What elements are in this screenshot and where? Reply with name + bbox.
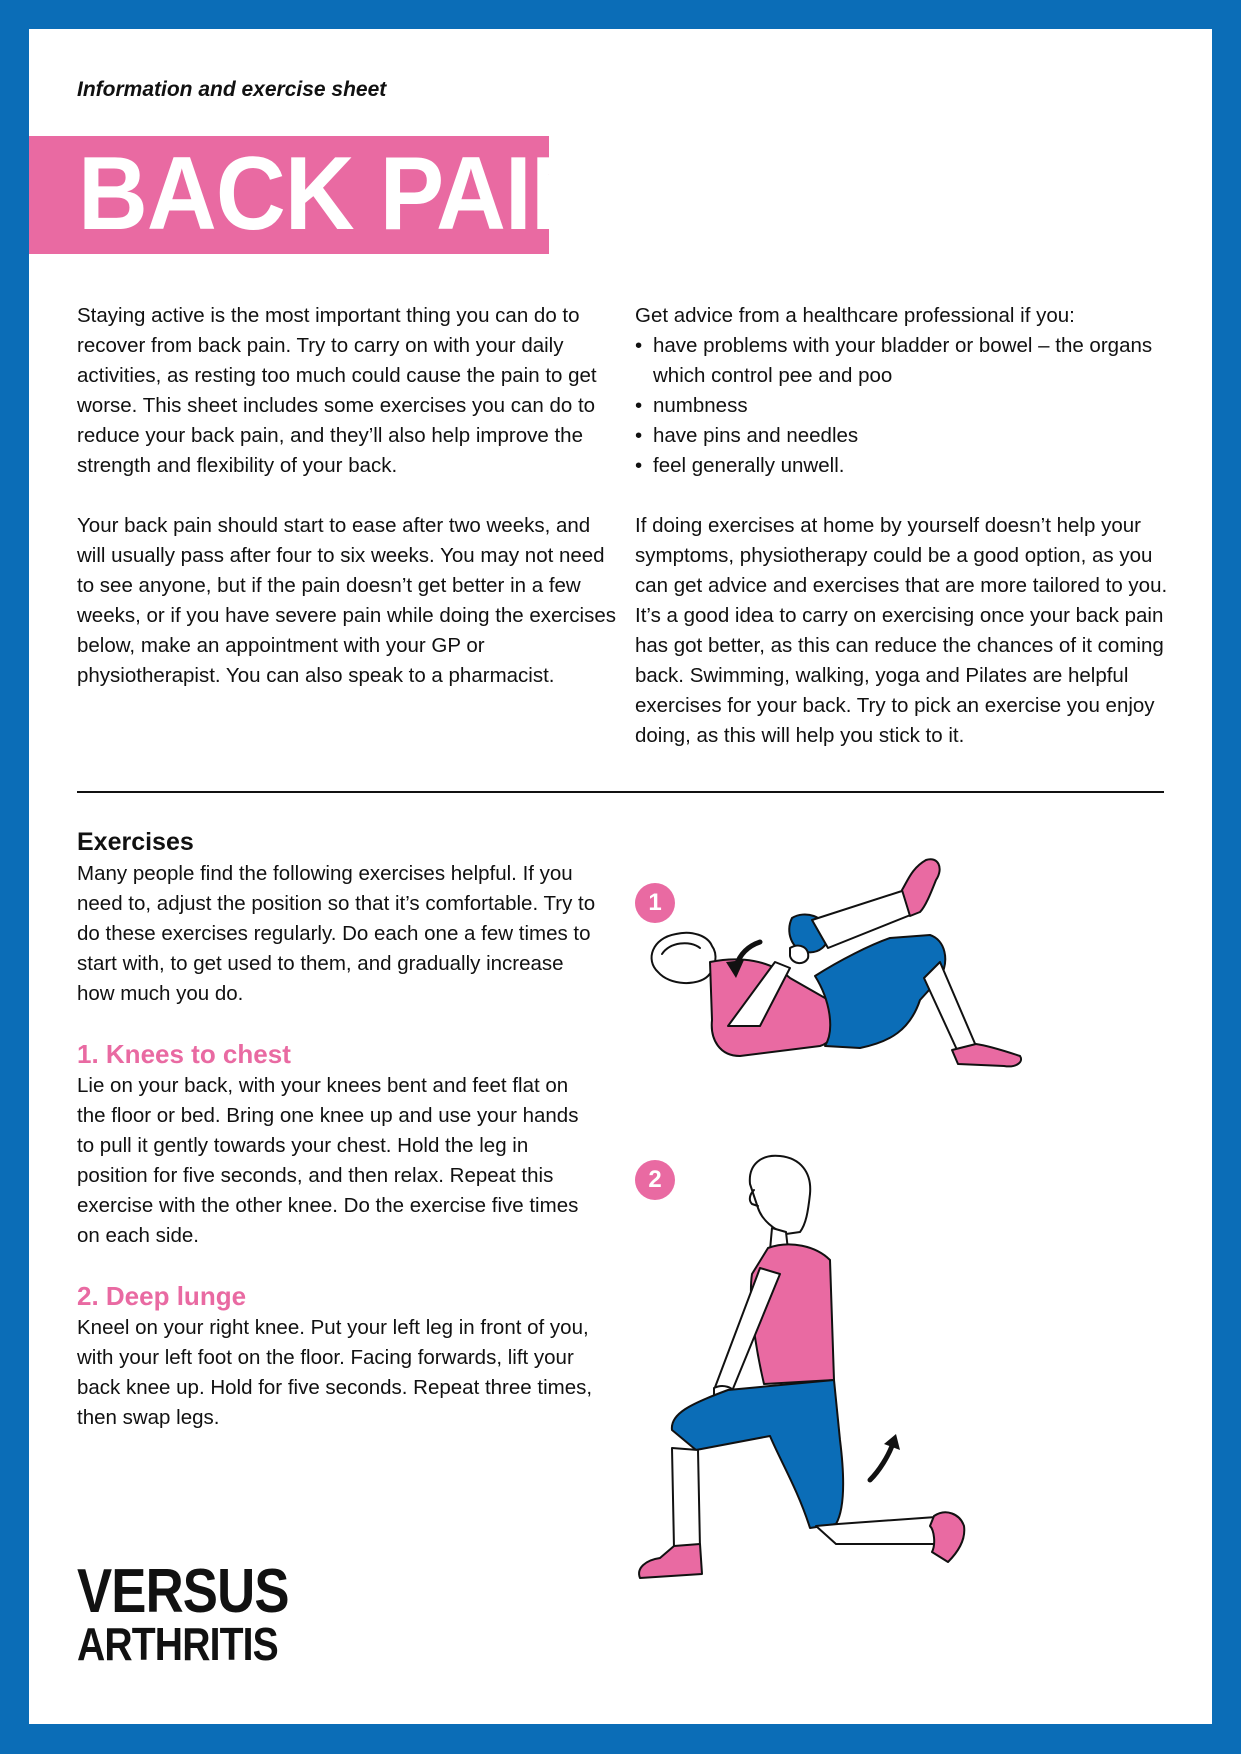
list-item: • numbness xyxy=(635,391,1175,421)
versus-arthritis-logo xyxy=(77,1557,317,1670)
section-divider xyxy=(77,791,1164,793)
deep-lunge-illustration xyxy=(630,1150,1000,1590)
list-item: • have pins and needles xyxy=(635,421,1175,451)
intro-paragraph: Your back pain should start to ease after two weeks, and will usually pass after four to six weeks. You may not need to see anyone, but if the pain doesn’t get better in a few weeks, or if you have severe pain while doing the exercises below, make an appointment with your GP or physiotherapist. You can also speak to a pharmacist. xyxy=(77,514,616,687)
page-title: BACK PAIN xyxy=(78,136,600,252)
intro-left-column xyxy=(77,301,617,721)
physiotherapy-paragraph: If doing exercises at home by yourself doesn’t help your symptoms, physiotherapy could be a good option, as you can get advice and exercises that are more tailored to you. It’s a good idea to carry on exercising once your back pain has got better, as this can reduce the chances of it coming back. Swimming, walking, yoga and Pilates are helpful exercises for your back. Try to pick an exercise you enjoy doing, as this will help you stick to it. xyxy=(635,514,1168,747)
exercises-heading: Exercises xyxy=(77,828,194,856)
exercises-section xyxy=(77,825,597,1433)
logo-wordmark-line: VERSUS xyxy=(77,1557,289,1626)
exercise-number-badge: 1 xyxy=(635,883,675,923)
advice-lead: Get advice from a healthcare professional if you: xyxy=(635,304,1075,327)
list-item: • have problems with your bladder or bowel – the organs which control pee and poo xyxy=(635,331,1175,391)
logo-wordmark-line: ARTHRITIS xyxy=(77,1618,278,1670)
exercise-title: 1. Knees to chest xyxy=(77,1039,291,1069)
exercise-title: 2. Deep lunge xyxy=(77,1281,247,1311)
exercise-description: Kneel on your right knee. Put your left leg in front of you, with your left foot on the floor. Facing forwards, lift your back knee up. Hold for five seconds. Repeat three times, then swap legs. xyxy=(77,1316,593,1429)
advice-list xyxy=(635,331,1175,481)
document-kicker: Information and exercise sheet xyxy=(77,78,387,101)
knees-to-chest-illustration xyxy=(640,850,1070,1080)
intro-paragraph: Staying active is the most important thing you can do to recover from back pain. Try to carry on with your daily activities, as resting too much could cause the pain to get worse. This sheet includes some exercises you can do to reduce your back pain, and they’ll also help improve the strength and flexibility of your back. xyxy=(77,304,597,477)
exercise-description: Lie on your back, with your knees bent and feet flat on the floor or bed. Bring one knee up and use your hands to pull it gently towards your chest. Hold the leg in position for five seconds, and then relax. Repeat this exercise with the other knee. Do the exercise five times on each side. xyxy=(77,1074,579,1247)
exercise-number-badge: 2 xyxy=(635,1160,675,1200)
intro-right-column xyxy=(635,301,1175,781)
list-item: • feel generally unwell. xyxy=(635,451,1175,481)
exercises-intro: Many people find the following exercises helpful. If you need to, adjust the position so that it’s comfortable. Try to do these exercises regularly. Do each one a few times to start with, to get used to them, and gradually increase how much you do. xyxy=(77,862,596,1005)
